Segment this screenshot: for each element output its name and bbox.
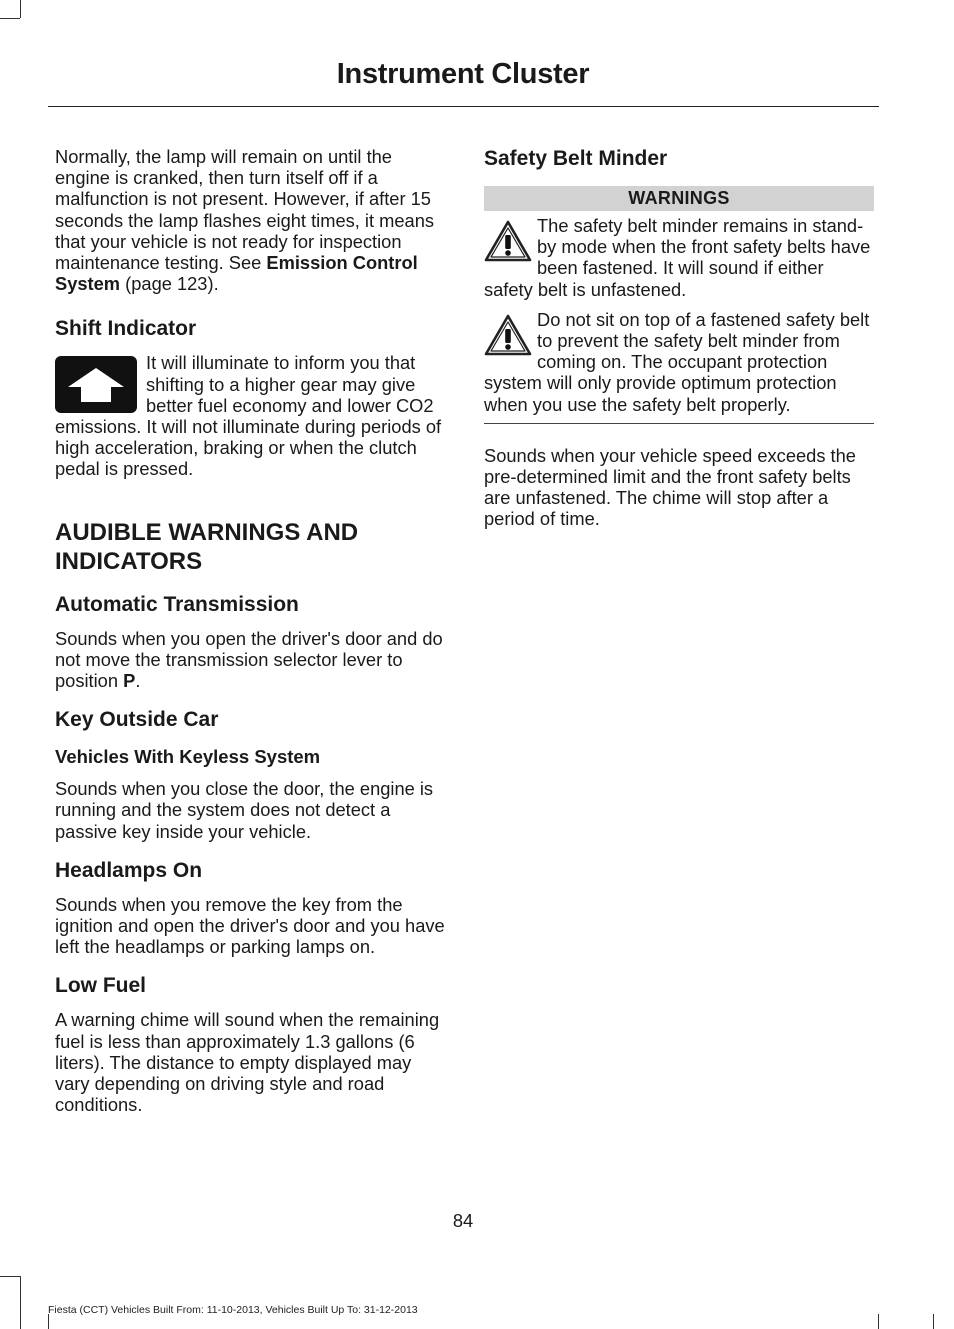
position-label: P — [123, 670, 136, 692]
page-reference: (page 123). — [125, 273, 219, 295]
crop-mark — [20, 0, 21, 18]
crop-mark — [20, 1276, 21, 1329]
shift-indicator-block — [55, 352, 445, 479]
right-column — [484, 146, 874, 530]
warning-item — [484, 309, 874, 415]
crop-mark — [933, 1314, 934, 1329]
crop-mark — [0, 18, 20, 19]
warnings-bar: WARNINGS — [484, 186, 874, 211]
sentence-end: . — [135, 670, 141, 692]
crop-mark — [878, 1314, 879, 1329]
shift-indicator-heading: Shift Indicator — [55, 317, 197, 341]
key-outside-car-heading: Key Outside Car — [55, 708, 219, 732]
page-number: 84 — [452, 1210, 474, 1231]
automatic-transmission-text: Sounds when you open the driver's door and do not move the transmission selector lever to position — [55, 627, 443, 692]
page-title: Instrument Cluster — [336, 58, 590, 90]
warning-text: The safety belt minder remains in stand-by mode when the front safety belts have been fastened. It will sound if either safety belt is unfastened. — [484, 215, 871, 300]
keyless-system-subheading: Vehicles With Keyless System — [55, 746, 321, 768]
shift-indicator-text: It will illuminate to inform you that shifting to a higher gear may give better fuel economy and lower CO2 emissions. It will not illuminate during periods of high acceleration, braking or when the clutch pedal is pressed. — [55, 352, 442, 480]
intro-paragraph — [55, 146, 445, 294]
key-outside-car-text: Sounds when you close the door, the engine is running and the system does not detect a passive key inside your vehicle. — [55, 778, 434, 842]
warning-item — [484, 215, 874, 300]
intro-text: Normally, the lamp will remain on until the engine is cranked, then turn itself off if a malfunction is not present. However, if after 15 seconds the lamp flashes eight times, it means that your vehicle is not ready for inspection maintenance testing. See — [55, 146, 435, 274]
crop-mark — [48, 1314, 49, 1329]
section-heading: AUDIBLE WARNINGS AND INDICATORS — [55, 518, 359, 575]
headlamps-on-heading: Headlamps On — [55, 858, 203, 882]
warnings-divider — [484, 423, 874, 424]
low-fuel-heading: Low Fuel — [55, 974, 146, 998]
warning-text: Do not sit on top of a fastened safety belt to prevent the safety belt minder from coming on. The occupant protection system will only provide optimum protection when you use the safety belt properly. — [484, 308, 870, 415]
safety-belt-minder-text: Sounds when your vehicle speed exceeds the pre-determined limit and the front safety belts are unfastened. The chime will stop after a period of time. — [484, 444, 856, 530]
shift-up-arrow-icon — [55, 356, 137, 413]
emission-control-link[interactable]: Emission Control System — [55, 252, 418, 295]
automatic-transmission-paragraph — [55, 628, 445, 692]
low-fuel-text: A warning chime will sound when the remaining fuel is less than approximately 1.3 gallons (6 liters). The distance to empty displayed may vary depending on driving style and road conditions. — [55, 1009, 440, 1116]
crop-mark — [0, 1276, 20, 1277]
automatic-transmission-heading: Automatic Transmission — [55, 592, 299, 616]
safety-belt-minder-heading: Safety Belt Minder — [484, 147, 668, 170]
headlamps-on-text: Sounds when you remove the key from the ignition and open the driver's door and you have left the headlamps or parking lamps on. — [55, 893, 445, 958]
warning-triangle-icon — [484, 219, 532, 263]
left-column — [55, 146, 445, 1115]
footer-text: Fiesta (CCT) Vehicles Built From: 11-10-2013, Vehicles Built Up To: 31-12-2013 — [48, 1304, 418, 1316]
warning-triangle-icon — [484, 313, 532, 357]
title-divider — [48, 106, 879, 107]
